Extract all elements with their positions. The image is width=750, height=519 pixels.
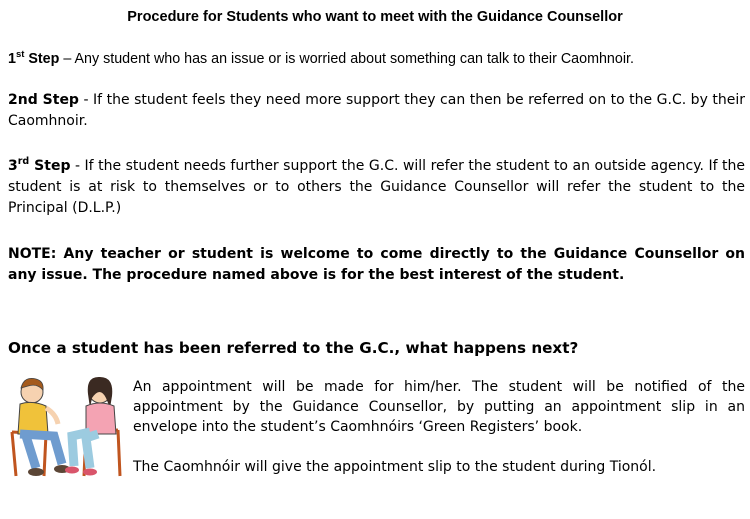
page-title: Procedure for Students who want to meet with the Guidance Counsellor (127, 9, 623, 25)
slip-paragraph: The Caomhnóir will give the appointment slip to the student during Tionól. (133, 459, 657, 475)
step-2-label: 2nd Step (8, 92, 79, 108)
section-heading: Once a student has been referred to the G.C., what happens next? (8, 339, 579, 357)
step-1-label-sup: st (15, 49, 25, 60)
appointment-paragraph: An appointment will be made for him/her. The student will be notified of the appointment by the Guidance Counsellor, by putting an appointment slip in an envelope into the student’s Caomhnóirs ‘Green Registers’ book. (133, 379, 745, 435)
step-3-label-num: 3 (8, 158, 18, 174)
step-3 (8, 156, 745, 219)
note-paragraph: NOTE: Any teacher or student is welcome to come directly to the Guidance Counsellor on any issue. The procedure named above is for the best interest of the student. (8, 246, 745, 283)
step-3-label-sup: rd (17, 156, 30, 167)
step-1-label (8, 51, 59, 67)
students-talking-illustration (6, 372, 126, 480)
step-1-label-word: Step (24, 51, 60, 67)
step-1-text: – Any student who has an issue or is worried about something can talk to their Caomhnoir. (59, 51, 634, 67)
step-2 (8, 90, 745, 132)
step-3-text: - If the student needs further support the G.C. will refer the student to an outside agency. If the student is at risk to themselves or to others the Guidance Counsellor will refer the student to the Principal (D.L.P.) (8, 158, 745, 216)
step-1-label-num: 1 (8, 51, 16, 67)
step-2-text: - If the student feels they need more support they can then be referred on to the G.C. by their Caomhnoir. (8, 92, 745, 129)
step-3-label-word: Step (29, 158, 71, 174)
step-1 (8, 49, 745, 70)
step-3-label (8, 158, 70, 174)
